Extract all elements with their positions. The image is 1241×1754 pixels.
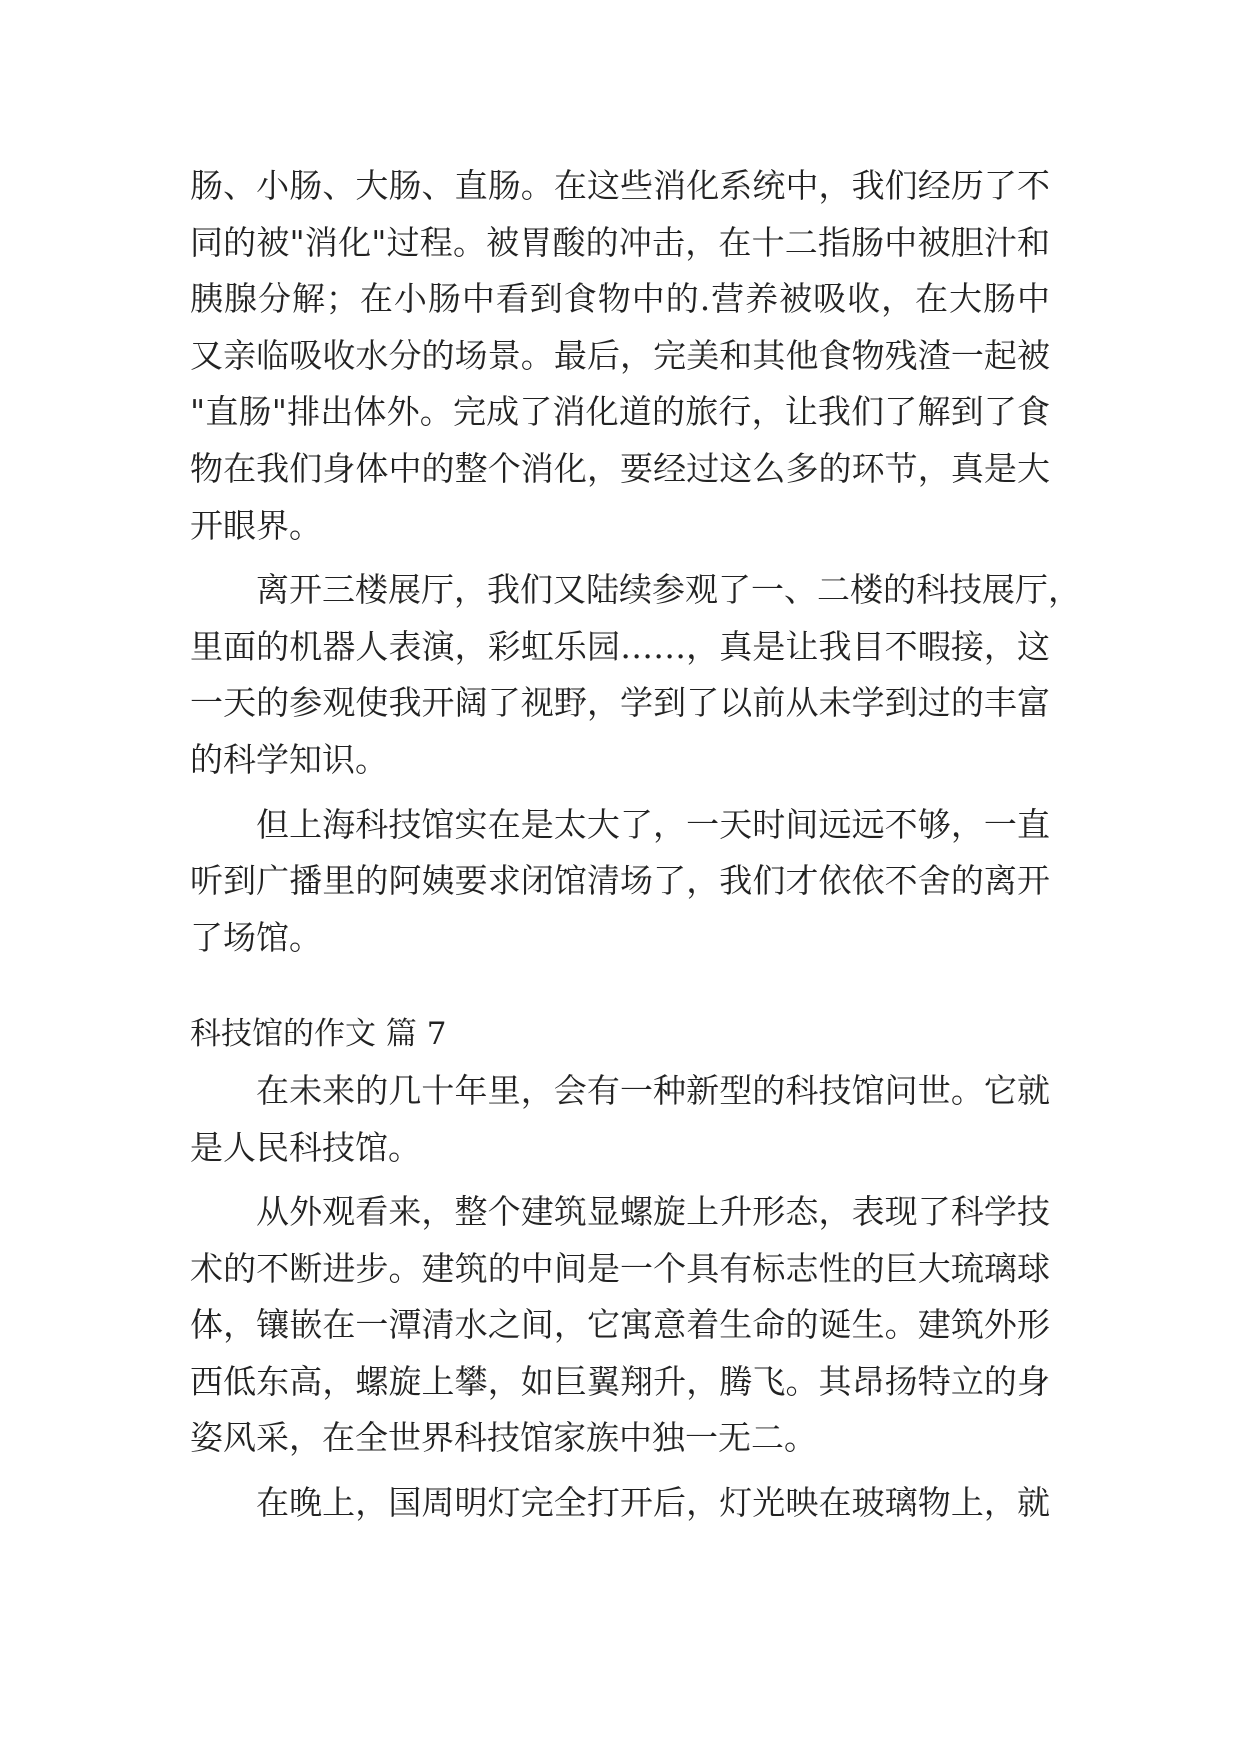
text-line: 胰腺分解；在小肠中看到食物中的.营养被吸收，在大肠中 bbox=[190, 279, 1050, 319]
paragraph bbox=[190, 1063, 1050, 1176]
section-heading: 科技馆的作文 篇 7 bbox=[190, 1016, 447, 1053]
text-line: 离开三楼展厅，我们又陆续参观了一、二楼的科技展厅， bbox=[256, 570, 1081, 610]
text-line: 的科学知识。 bbox=[190, 739, 388, 779]
text-line: 肠、小肠、大肠、直肠。在这些消化系统中，我们经历了不 bbox=[190, 166, 1050, 205]
text-line: 姿风采，在全世界科技馆家族中独一无二。 bbox=[190, 1418, 817, 1458]
text-line: 从外观看来，整个建筑显螺旋上升形态，表现了科学技 bbox=[256, 1192, 1050, 1232]
paragraph bbox=[190, 562, 1081, 788]
text-line: "直肠"排出体外。完成了消化道的旅行，让我们了解到了食 bbox=[190, 392, 1050, 432]
document-body bbox=[190, 158, 1081, 1532]
text-line: 在晚上，国周明灯完全打开后，灯光映在玻璃物上，就 bbox=[256, 1483, 1050, 1523]
text-line: 了场馆。 bbox=[190, 917, 322, 957]
text-line: 在未来的几十年里，会有一种新型的科技馆问世。它就 bbox=[256, 1070, 1050, 1110]
text-line: 是人民科技馆。 bbox=[190, 1127, 421, 1167]
text-line: 听到广播里的阿姨要求闭馆清场了，我们才依依不舍的离开 bbox=[190, 861, 1050, 901]
text-line: 又亲临吸收水分的场景。最后，完美和其他食物残渣一起被 bbox=[190, 335, 1050, 375]
paragraph-spacer bbox=[190, 1176, 1050, 1184]
text-line: 术的不断进步。建筑的中间是一个具有标志性的巨大琉璃球 bbox=[190, 1248, 1050, 1288]
text-line: 里面的机器人表演，彩虹乐园……，真是让我目不暇接，这 bbox=[190, 626, 1050, 666]
text-line: 一天的参观使我开阔了视野，学到了以前从未学到过的丰富 bbox=[190, 683, 1050, 723]
paragraph bbox=[190, 1475, 1050, 1532]
paragraph-spacer bbox=[190, 789, 1050, 797]
paragraph-spacer bbox=[190, 1467, 1050, 1475]
paragraph bbox=[190, 1184, 1050, 1467]
paragraph-spacer bbox=[190, 554, 1050, 562]
text-line: 物在我们身体中的整个消化，要经过这么多的环节，真是大 bbox=[190, 448, 1050, 488]
text-line: 但上海科技馆实在是太大了，一天时间远远不够，一直 bbox=[256, 804, 1050, 844]
text-line: 体，镶嵌在一潭清水之间，它寓意着生命的诞生。建筑外形 bbox=[190, 1305, 1050, 1345]
text-line: 西低东高，螺旋上攀，如巨翼翔升，腾飞。其昂扬特立的身 bbox=[190, 1361, 1050, 1401]
text-line: 同的被"消化"过程。被胃酸的冲击，在十二指肠中被胆汁和 bbox=[190, 222, 1050, 262]
section-spacer bbox=[190, 966, 1050, 1006]
text-line: 开眼界。 bbox=[190, 505, 322, 545]
paragraph bbox=[190, 158, 1050, 554]
paragraph bbox=[190, 797, 1050, 967]
